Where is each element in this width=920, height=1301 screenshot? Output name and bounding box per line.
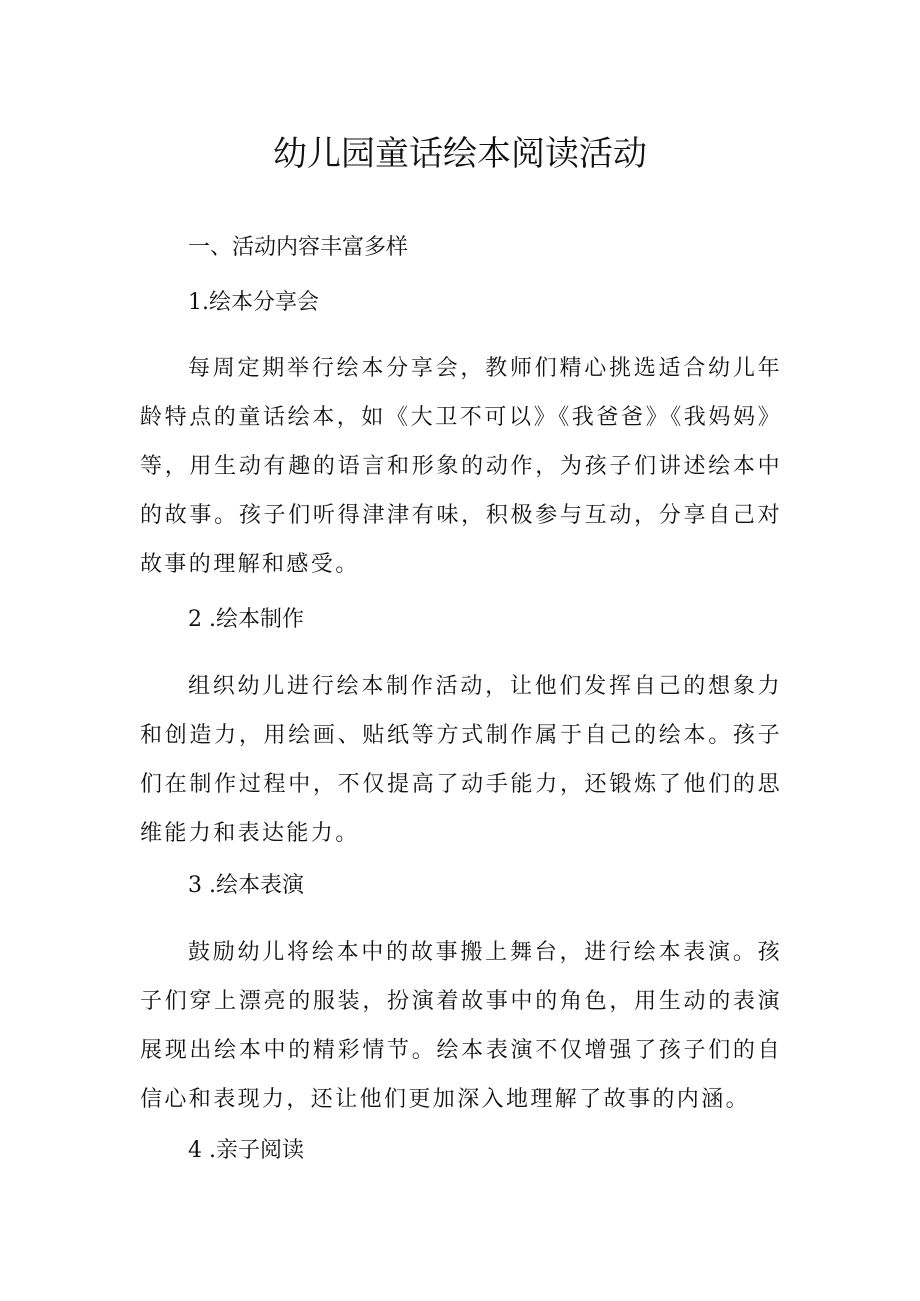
section-heading: 一、活动内容丰富多样 — [188, 235, 409, 260]
item-body-1: 每周定期举行绘本分享会，教师们精心挑选适合幼儿年龄特点的童话绘本，如《大卫不可以》《我爸爸》《我妈妈》等，用生动有趣的语言和形象的动作，为孩子们讲述绘本中的故事。孩子们听得津津有味，积极参与互动，分享自己对故事的理解和感受。 — [140, 356, 782, 577]
document-title: 幼儿园童话绘本阅读活动 — [273, 134, 647, 174]
item-heading-4: 4 .亲子阅读 — [188, 1138, 304, 1163]
item-body-3: 鼓励幼儿将绘本中的故事搬上舞台，进行绘本表演。孩子们穿上漂亮的服装，扮演着故事中的角色，用生动的表演展现出绘本中的精彩情节。绘本表演不仅增强了孩子们的自信心和表现力，还让他们更加深入地理解了故事的内涵。 — [140, 940, 782, 1112]
item-heading-1: 1.绘本分享会 — [188, 290, 319, 315]
item-heading-2: 2 .绘本制作 — [188, 607, 304, 632]
item-heading-3: 3 .绘本表演 — [188, 873, 304, 898]
item-body-2: 组织幼儿进行绘本制作活动，让他们发挥自己的想象力和创造力，用绘画、贴纸等方式制作属于自己的绘本。孩子们在制作过程中，不仅提高了动手能力，还锻炼了他们的思维能力和表达能力。 — [140, 674, 782, 846]
